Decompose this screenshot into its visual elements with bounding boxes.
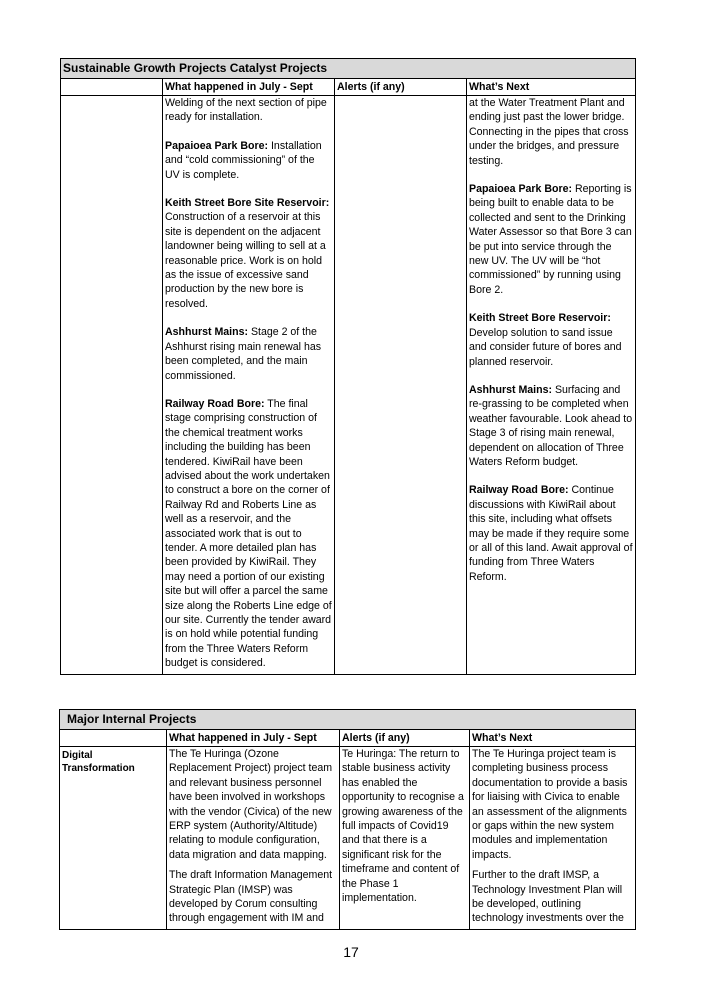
header-what-happened: What happened in July - Sept xyxy=(163,79,335,96)
whats-next-cell xyxy=(470,747,636,930)
section-title: Sustainable Growth Projects Catalyst Projects xyxy=(61,59,636,79)
header-whats-next: What’s Next xyxy=(470,730,636,747)
sustainable-growth-table xyxy=(60,58,636,675)
happened-paragraph: The Te Huringa (Ozone Replacement Project) project team and relevant business personnel have been involved in workshops with the vendor (Civica) of the new ERP system (Authority/Altitude) relating to module configuration, data migration and data mapping. xyxy=(169,748,333,861)
header-what-happened: What happened in July - Sept xyxy=(167,730,340,747)
happened-block: Welding of the next section of pipe ready for installation. xyxy=(165,97,327,124)
next-block: Keith Street Bore Reservoir: Develop solution to sand issue and consider future of bores and planned reservoir. xyxy=(469,312,622,368)
whats-next-cell xyxy=(467,96,636,675)
row-label-cell xyxy=(61,96,163,675)
happened-block: Keith Street Bore Site Reservoir: Construction of a reservoir at this site is dependent on the adjacent landowner being willing to sell at a reasonable price. Work is on hold as the issue of excessive sand production by the new bore is resolved. xyxy=(165,197,330,310)
header-alerts: Alerts (if any) xyxy=(340,730,470,747)
header-blank xyxy=(61,79,163,96)
section-title: Major Internal Projects xyxy=(60,710,636,730)
header-whats-next: What’s Next xyxy=(467,79,636,96)
happened-block: Railway Road Bore: The final stage comprising construction of the chemical treatment works including the building has been tendered. KiwiRail have been advised about the work undertaken to construct a bore on the corner of Railway Rd and Roberts Line as well as a reservoir, and the associated work that is out to tender. A more detailed plan has been provided by KiwiRail. They may need a portion of our existing site but will offer a parcel the same size along the Roberts Line edge of our site. Currently the tender award is on hold while potential funding from the Three Waters Reform budget is considered. xyxy=(165,397,332,670)
alerts-paragraph: Te Huringa: The return to stable business activity has enabled the opportunity to recognise a growing awareness of the full impacts of Covid19 and that there is a significant risk for the timeframe and content of the Phase 1 implementation. xyxy=(342,748,464,905)
major-internal-projects-table xyxy=(59,709,636,930)
page-number: 17 xyxy=(343,944,359,960)
next-block: Ashhurst Mains: Surfacing and re-grassing to be completed when weather favourable. Look ahead to Stage 3 of rising main renewal, dependent on allocation of Three Waters Reform budget. xyxy=(469,383,633,468)
happened-block: Papaioea Park Bore: Installation and “cold commissioning” of the UV is complete. xyxy=(165,139,322,181)
row-label-digital-transformation: Digital Transformation xyxy=(60,747,167,930)
next-block: Railway Road Bore: Continue discussions with KiwiRail about this site, including what offsets may be made if they require some or all of this land. Await approval of funding from Three Waters Reform. xyxy=(469,484,633,583)
what-happened-cell xyxy=(167,747,340,930)
happened-paragraph: The draft Information Management Strategic Plan (IMSP) was developed by Corum consulting through engagement with IM and xyxy=(169,869,333,925)
next-block: Papaioea Park Bore: Reporting is being built to enable data to be collected and sent to the Drinking Water Assessor so that Bore 3 can be put into service through the new UV. The UV will be “hot commissioned” by running using Bore 2. xyxy=(469,183,632,296)
alerts-cell xyxy=(340,747,470,930)
alerts-cell xyxy=(335,96,467,675)
next-block: at the Water Treatment Plant and ending just past the lower bridge. Connecting in the pipes that cross under the bridges, and pressure testing. xyxy=(469,97,629,167)
next-paragraph: The Te Huringa project team is completing business process documentation to provide a basis for liaising with Civica to enable an assessment of the alignments or gaps within the new system modules and implementation impacts. xyxy=(472,748,628,861)
header-alerts: Alerts (if any) xyxy=(335,79,467,96)
what-happened-cell xyxy=(163,96,335,675)
happened-block: Ashhurst Mains: Stage 2 of the Ashhurst rising main renewal has been completed, and the main commissioned. xyxy=(165,326,322,382)
next-paragraph: Further to the draft IMSP, a Technology Investment Plan will be developed, outlining technology investments over the xyxy=(472,869,624,925)
header-blank xyxy=(60,730,167,747)
